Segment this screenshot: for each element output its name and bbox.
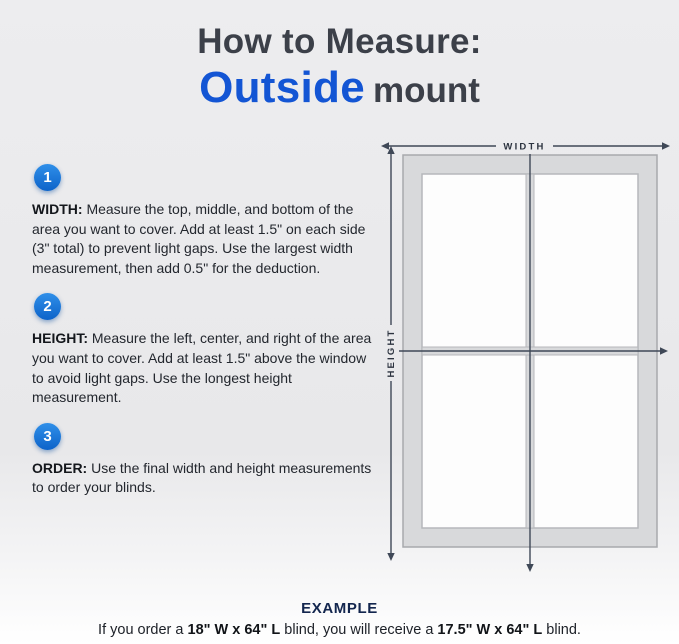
step-1-badge: 1: [34, 164, 61, 191]
steps-list: [32, 164, 378, 513]
height-label: HEIGHT: [386, 328, 397, 378]
example-section: [0, 600, 679, 638]
step-3-text: [32, 459, 378, 498]
window-measurement-diagram: [378, 132, 674, 584]
step-2-body: Measure the left, center, and right of the area you want to cover. Add at least 1.5" above the window to avoid light gaps. Use the longest height measurement.: [32, 330, 372, 406]
title-mount-type: Outside: [199, 63, 365, 113]
example-order-size: 18" W x 64" L: [187, 622, 281, 638]
step-2-label: HEIGHT:: [32, 330, 88, 347]
step-1-body: Measure the top, middle, and bottom of the area you want to cover. Add at least 1.5" on each side (3" total) to prevent light gaps. Use the largest width measurement, then add 0.5" for the deduction.: [32, 201, 366, 276]
step-3: [32, 423, 378, 498]
title-line1: How to Measure:: [197, 22, 482, 61]
step-2-text: [32, 329, 378, 407]
example-middle: blind, you will receive a: [280, 622, 438, 638]
window-diagram-svg: [378, 132, 674, 584]
step-2-badge: 2: [34, 293, 61, 320]
page-title: [0, 22, 679, 112]
step-1: [32, 164, 378, 278]
example-heading: EXAMPLE: [301, 600, 378, 617]
example-suffix: blind.: [542, 622, 581, 638]
example-line: [0, 622, 679, 638]
example-prefix: If you order a: [98, 622, 188, 638]
middle-width-arrow-right: [660, 347, 668, 354]
step-1-text: [32, 200, 378, 278]
width-label: WIDTH: [503, 141, 546, 153]
title-line2: [0, 63, 679, 112]
step-1-label: WIDTH:: [32, 201, 83, 217]
width-arrow-left: [381, 142, 389, 149]
height-arrow-bottom: [387, 553, 394, 561]
width-arrow-right: [662, 142, 670, 149]
step-2: [32, 293, 378, 407]
title-mount-word: mount: [372, 71, 480, 111]
example-receive-size: 17.5" W x 64" L: [437, 622, 543, 638]
step-3-body: Use the final width and height measurements to order your blinds.: [32, 459, 372, 496]
middle-height-arrow-down: [526, 564, 533, 572]
step-3-badge: 3: [34, 423, 61, 450]
step-3-label: ORDER:: [32, 459, 88, 476]
